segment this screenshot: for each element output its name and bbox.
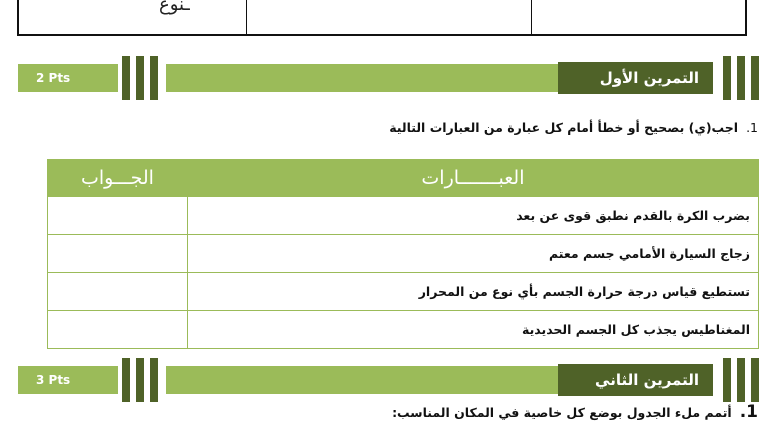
- table-divider: [531, 0, 532, 34]
- statement-cell: بضرب الكرة بالقدم نطبق قوى عن بعد: [187, 197, 758, 235]
- exercise2-question: [392, 402, 758, 422]
- question-number: 1.: [746, 120, 758, 135]
- decorative-stripes: [118, 358, 166, 402]
- exercise2-header-bar: [18, 366, 763, 394]
- top-table: [17, 0, 747, 36]
- table-row: [48, 273, 759, 311]
- exercise1-header-bar: [18, 64, 763, 92]
- top-table-cell-text: ـنوع: [159, 0, 190, 15]
- table-row: [48, 235, 759, 273]
- table-divider: [246, 0, 247, 34]
- question-text: أتمم ملء الجدول بوضع كل خاصية في المكان المناسب:: [392, 405, 732, 420]
- decorative-stripes: [713, 358, 763, 402]
- statement-cell: زجاج السيارة الأمامي جسم معتم: [187, 235, 758, 273]
- table-row: [48, 197, 759, 235]
- table-header-row: [48, 160, 759, 197]
- answer-cell[interactable]: [48, 311, 188, 349]
- exercise1-title: التمرين الأول: [558, 62, 713, 94]
- decorative-stripes: [713, 56, 763, 100]
- question-text: اجب(ي) بصحيح أو خطأ أمام كل عبارة من العبارات التالية: [389, 120, 739, 135]
- answer-cell[interactable]: [48, 235, 188, 273]
- answer-cell[interactable]: [48, 197, 188, 235]
- table-row: [48, 311, 759, 349]
- exercise1-question: [389, 120, 758, 135]
- statements-header: العبـــــــارات: [187, 160, 758, 197]
- answer-header: الجـــواب: [48, 160, 188, 197]
- exercise2-title: التمرين الثاني: [558, 364, 713, 396]
- exercise1-points: 2 Pts: [36, 71, 71, 85]
- statement-cell: تستطيع قياس درجة حرارة الجسم بأي نوع من المحرار: [187, 273, 758, 311]
- exercise2-points: 3 Pts: [36, 373, 71, 387]
- answer-cell[interactable]: [48, 273, 188, 311]
- decorative-stripes: [118, 56, 166, 100]
- question-number: 1.: [739, 402, 758, 422]
- true-false-table: [47, 159, 759, 349]
- statement-cell: المغناطيس يجذب كل الجسم الحديدية: [187, 311, 758, 349]
